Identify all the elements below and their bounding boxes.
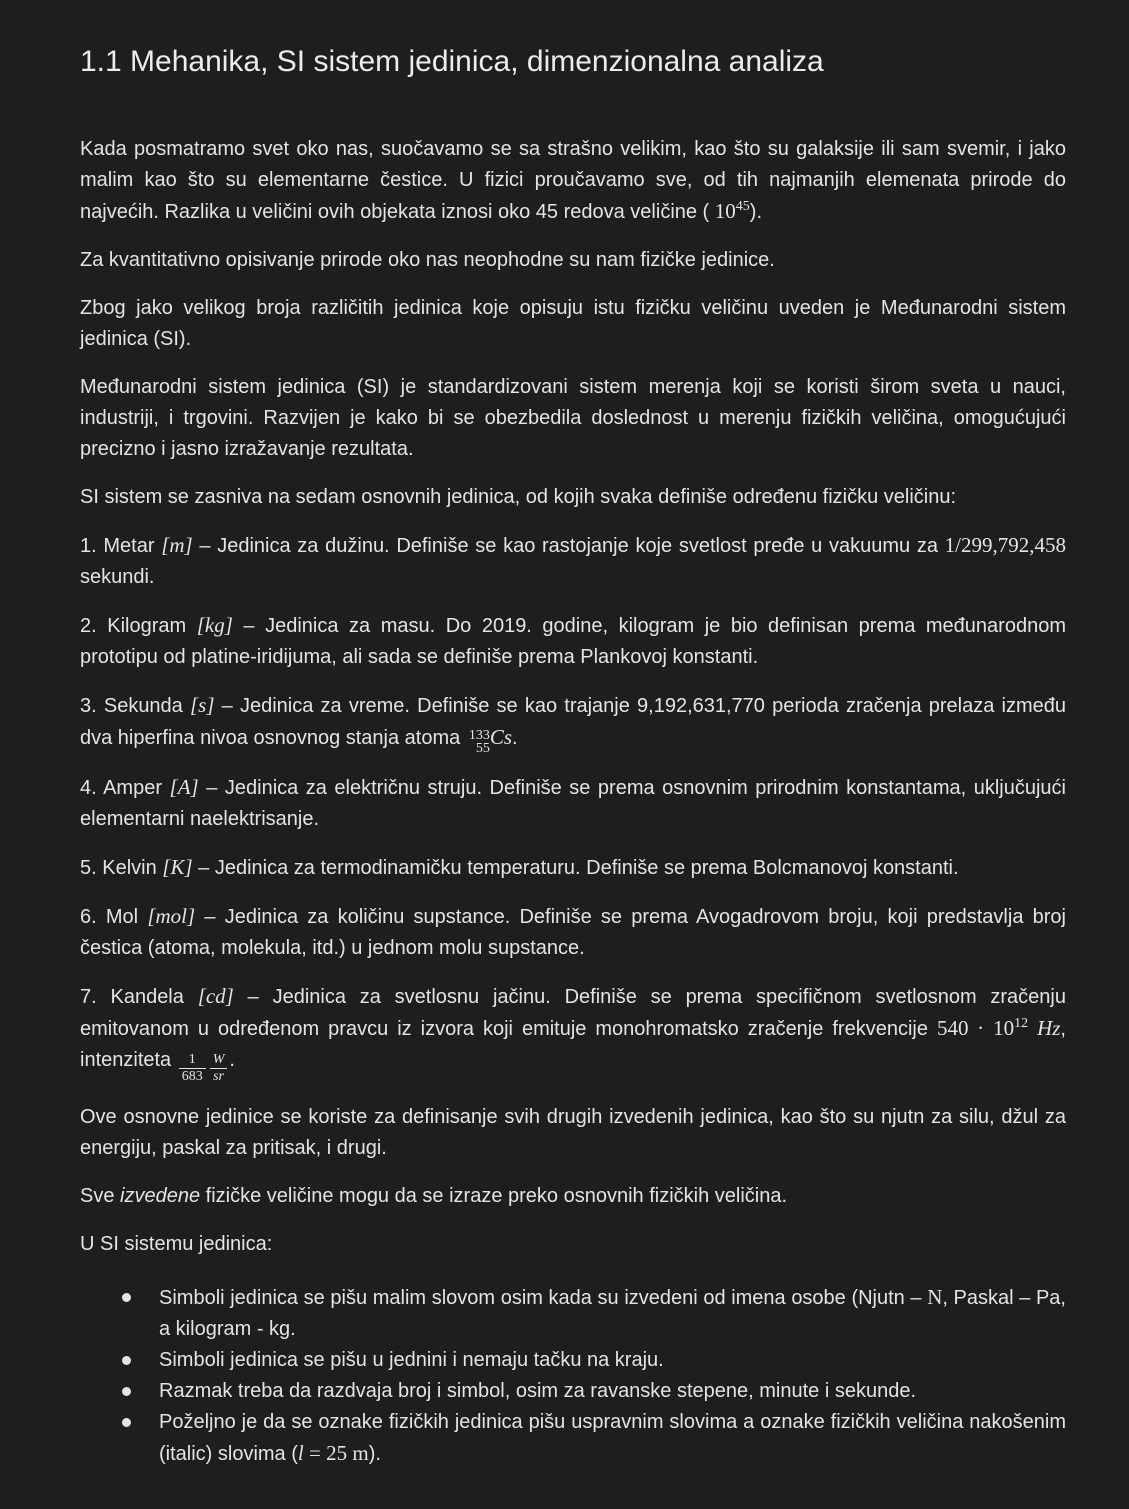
paragraph-si-rules-intro: U SI sistemu jedinica:	[80, 1233, 273, 1255]
nuclide-notation: 133 55	[468, 728, 490, 756]
paragraph-seven-units: SI sistem se zasniva na sedam osnovnih jedinica, od kojih svaka definiše određenu fizičku veličinu:	[80, 486, 957, 508]
unit-kelvin: 5. Kelvin [K] – Jedinica za termodinamičku temperaturu. Definiše se prema Bolcmanovoj konstanti.	[80, 855, 959, 879]
unit-mole: 6. Mol [mol] – Jedinica za količinu supstance. Definiše se prema Avogadrovom broju, koji predstavlja broj čestica (atoma, molekula, itd.) u jednom molu supstance.	[80, 904, 1066, 959]
paragraph-units-need: Za kvantitativno opisivanje prirode oko nas neophodne su nam fizičke jedinice.	[80, 249, 775, 271]
paragraph-si-definition: Međunarodni sistem jedinica (SI) je standardizovani sistem merenja koji se koristi širom sveta u nauci, industriji, i trgovini. Razvijen je kako bi se obezbedila doslednost u merenju fizičkih veličina, omogućujući precizno i jasno izražavanje rezultata.	[80, 376, 1066, 460]
fraction-watt-per-steradian: $\frac{W}{sr}$	[210, 1052, 228, 1085]
fraction-one-over-683: $\frac{1}{683}$	[179, 1052, 206, 1085]
unit-ampere: 4. Amper [A] – Jedinica za električnu struju. Definiše se prema osnovnim prirodnim konstantama, uključujući elementarni naelektrisanje.	[80, 775, 1066, 830]
unit-candela: 7. Kandela [cd] – Jedinica za svetlosnu jačinu. Definiše se prema specifičnom svetlosnom zračenju emitovanom u određenom pravcu iz izvora koji emituje monohromatsko zračenje frekvencije $540 \cdot 10^{12}$ Hz, intenziteta $\frac{1}{683}$ $\frac{W}{sr}$ .	[80, 984, 1066, 1084]
unit-metre: 1. Metar [m] – Jedinica za dužinu. Definiše se kao rastojanje koje svetlost pređe u vakuumu za 1/299,792,458 sekundi.	[80, 533, 1066, 588]
unit-symbol: [K]	[162, 855, 193, 879]
section-title: 1.1 Mehanika, SI sistem jedinica, dimenzionalna analiza	[80, 45, 824, 78]
paragraph-si-introduced: Zbog jako velikog broja različitih jedinica koje opisuju istu fizičku veličinu uveden je Međunarodni sistem jedinica (SI).	[80, 297, 1066, 350]
si-rules-list	[80, 1282, 1066, 1470]
unit-symbol: [m]	[161, 533, 193, 557]
unit-second: 3. Sekunda [s] – Jedinica za vreme. Definiše se kao trajanje 9,192,631,770 perioda zračenja prelaza između dva hiperfina nivoa osnovnog stanja atoma 133 55 Cs.	[80, 693, 1066, 756]
list-item: Simboli jedinica se pišu u jednini i nemaju tačku na kraju.	[159, 1345, 1066, 1376]
intro-paragraph: Kada posmatramo svet oko nas, suočavamo se sa strašno velikim, kao što su galaksije ili sam svemir, i jako malim kao što su elementarne čestice. U fizici proučavamo sve, od tih najmanjih elemenata prirode do najvećih. Razlika u veličini ovih objekata iznosi oko 45 redova veličine ( $10^{45}$).	[80, 138, 1066, 223]
list-item: Razmak treba da razdvaja broj i simbol, osim za ravanske stepene, minute i sekunde.	[159, 1376, 1066, 1407]
unit-symbol: [s]	[189, 693, 215, 717]
unit-symbol: [kg]	[196, 613, 233, 637]
unit-kilogram: 2. Kilogram [kg] – Jedinica za masu. Do 2019. godine, kilogram je bio definisan prema međunarodnom prototipu od platine-iridijuma, ali sada se definiše prema Plankovoj konstanti.	[80, 613, 1066, 668]
unit-symbol: [mol]	[147, 904, 196, 928]
list-item: Simboli jedinica se pišu malim slovom osim kada su izvedeni od imena osobe (Njutn – N, Paskal – Pa, a kilogram - kg.	[159, 1282, 1066, 1345]
list-item: Poželjno je da se oznake fizičkih jedinica pišu uspravnim slovima a oznake fizičkih veličina nakošenim (italic) slovima (l = 25 m).	[159, 1407, 1066, 1470]
paragraph-derived-quantities: Sve izvedene fizičke veličine mogu da se izraze preko osnovnih fizičkih veličina.	[80, 1185, 788, 1207]
unit-symbol: [cd]	[197, 984, 234, 1008]
paragraph-derived-units: Ove osnovne jedinice se koriste za definisanje svih drugih izvedenih jedinica, kao što su njutn za silu, džul za energiju, paskal za pritisak, i drugi.	[80, 1106, 1066, 1159]
order-of-magnitude: $10^{45}$	[714, 199, 750, 223]
unit-symbol: [A]	[169, 775, 199, 799]
frequency-value: 540 ·	[936, 1016, 985, 1040]
